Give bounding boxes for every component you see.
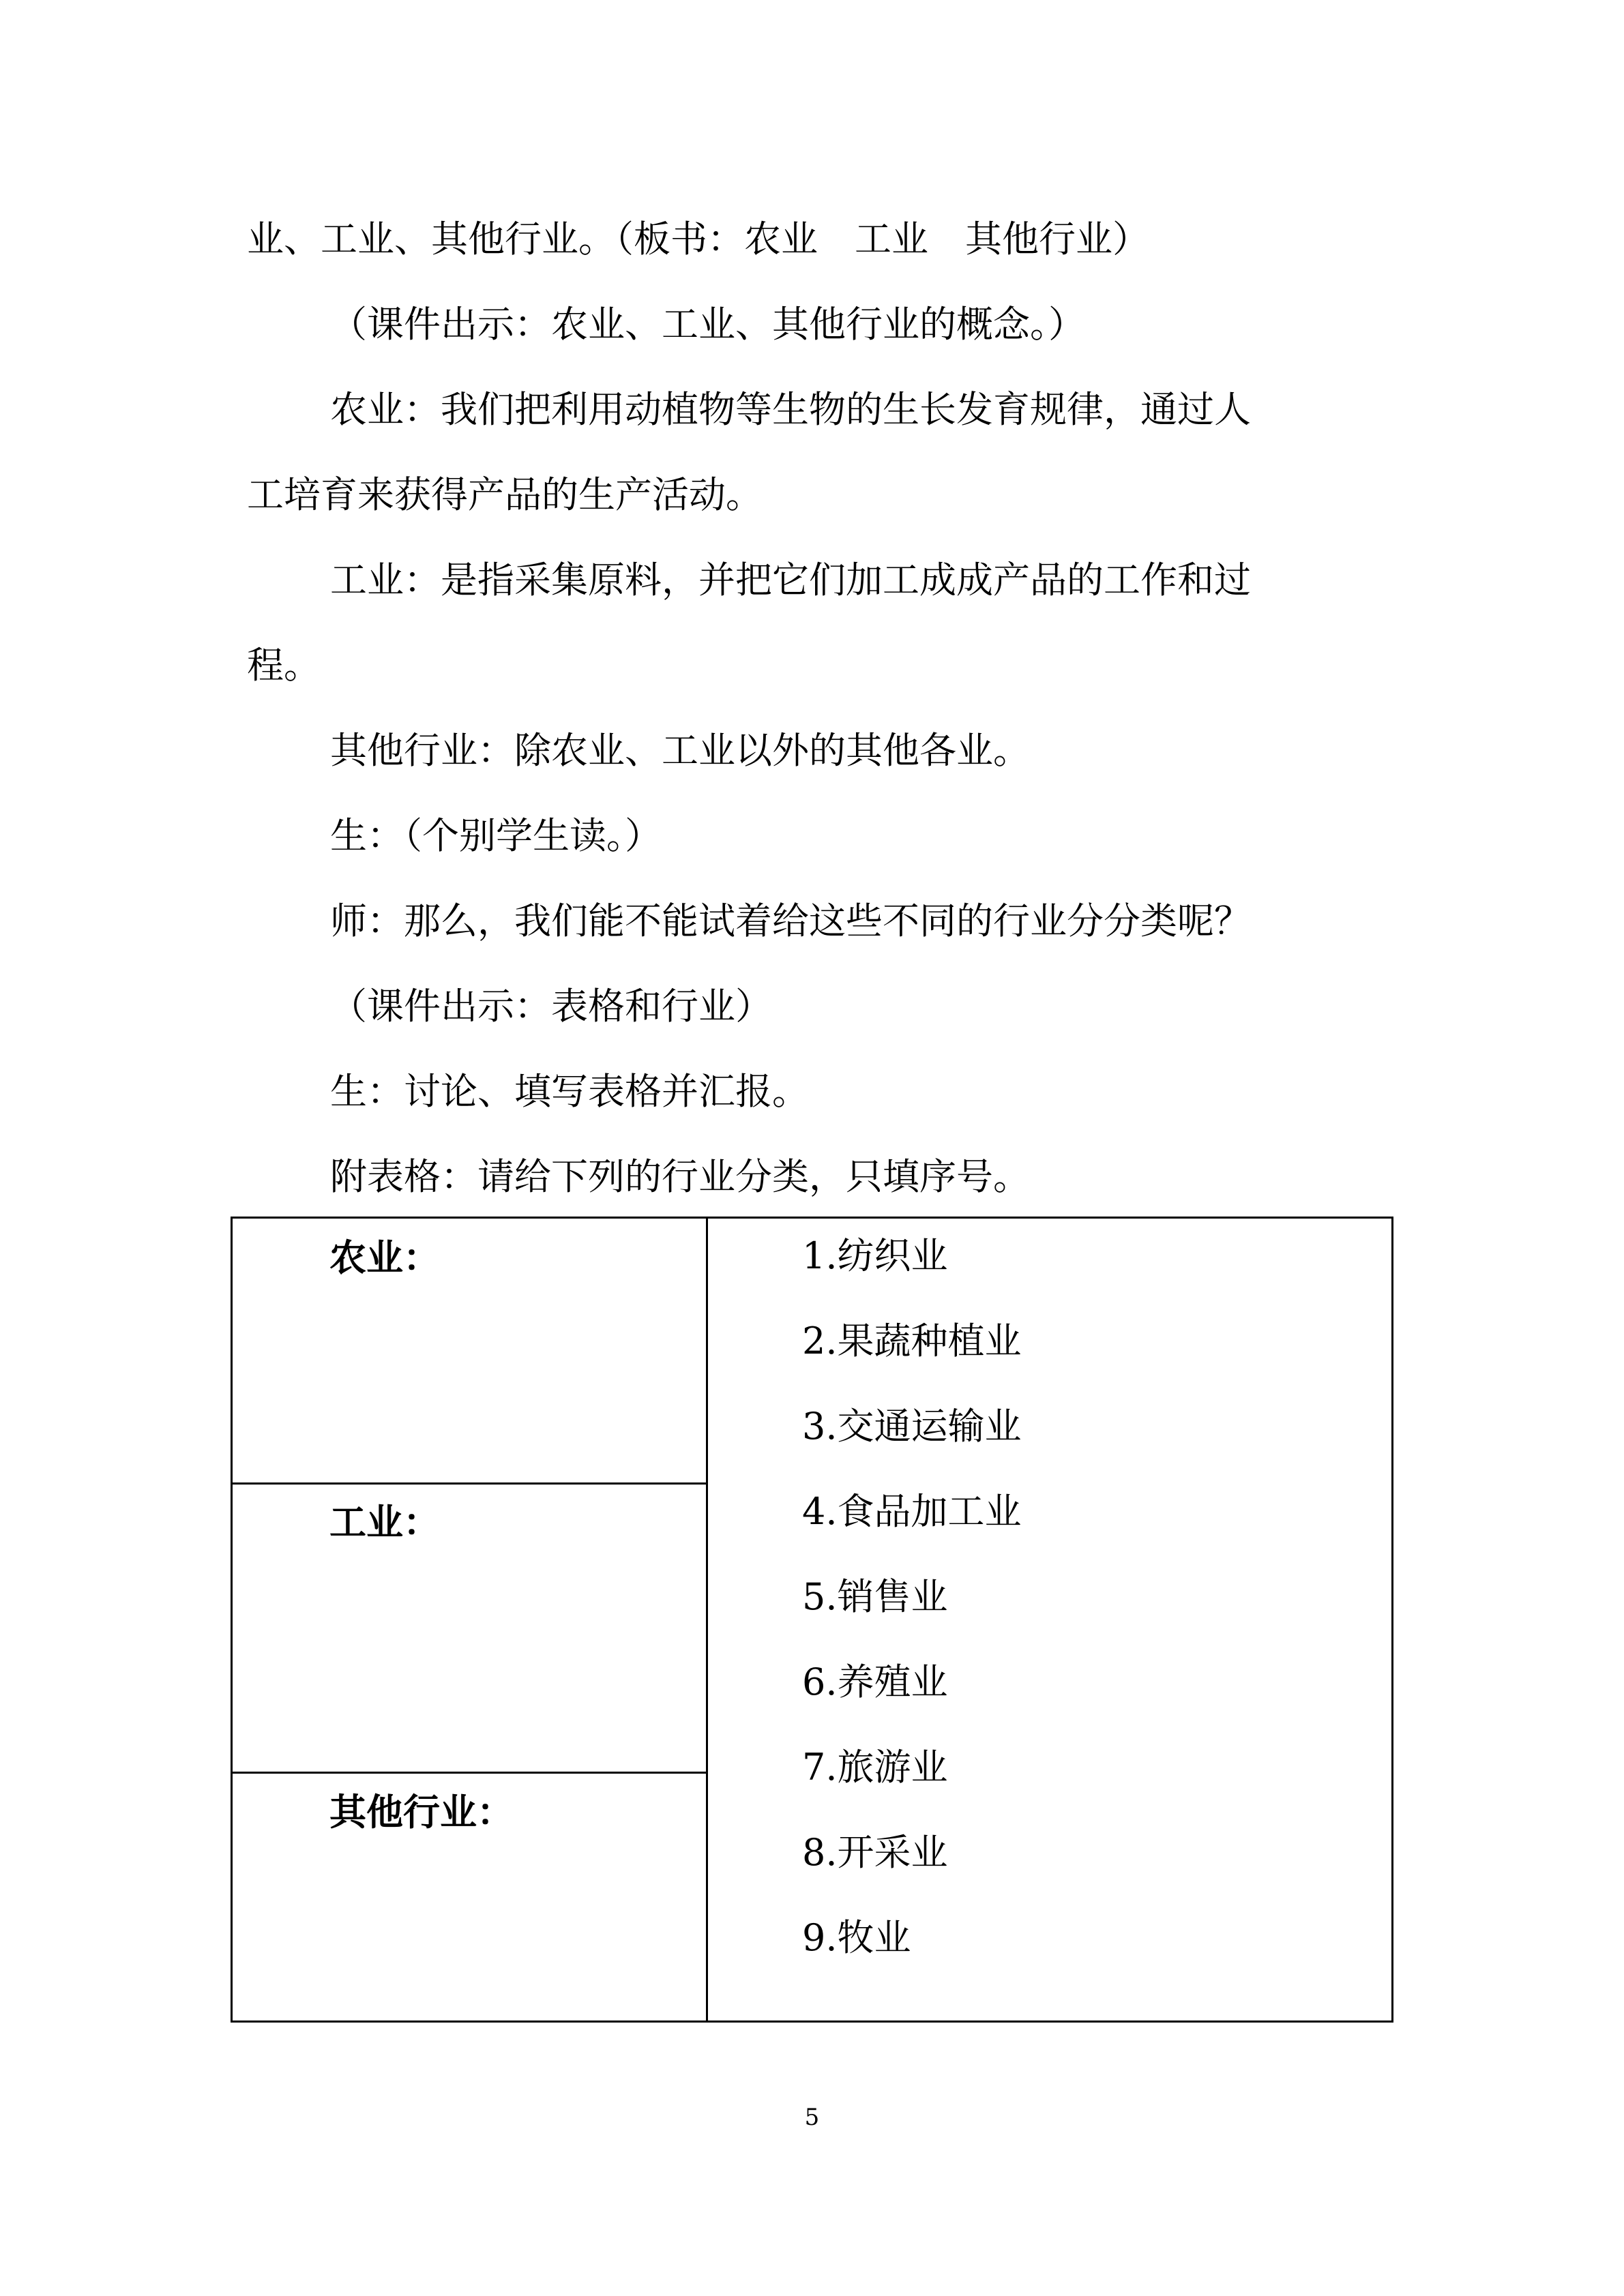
paragraph-line: （课件出示：表格和行业） (330, 985, 772, 1028)
industry-option: 1.纺织业 (802, 1234, 948, 1277)
classification-table (231, 1217, 1393, 2023)
category-other-label: 其他行业： (329, 1790, 514, 1834)
table-row-divider (233, 1482, 708, 1485)
industry-option: 2.果蔬种植业 (802, 1320, 1022, 1362)
industry-option: 4.食品加工业 (802, 1490, 1022, 1533)
category-industry-label: 工业： (329, 1500, 440, 1544)
industry-option: 9.牧业 (802, 1916, 911, 1959)
table-row-divider (233, 1772, 708, 1774)
paragraph-line: 附表格：请给下列的行业分类，只填序号。 (330, 1155, 1030, 1198)
paragraph-line: （课件出示：农业、工业、其他行业的概念。） (330, 303, 1085, 346)
paragraph-line: 工业：是指采集原料，并把它们加工成成产品的工作和过 (330, 558, 1251, 601)
paragraph-line: 生：讨论、填写表格并汇报。 (330, 1070, 809, 1113)
paragraph-line: 业、工业、其他行业。（板书：农业 工业 其他行业） (247, 218, 1149, 260)
industry-option: 8.开采业 (802, 1831, 948, 1874)
paragraph-line: 农业：我们把利用动植物等生物的生长发育规律，通过人 (330, 388, 1251, 431)
industry-option: 6.养殖业 (802, 1660, 948, 1703)
category-agriculture-label: 农业： (329, 1236, 440, 1279)
paragraph-line: 师：那么，我们能不能试着给这些不同的行业分分类呢？ (330, 899, 1251, 942)
page-number: 5 (804, 2104, 820, 2131)
paragraph-line: 工培育来获得产品的生产活动。 (247, 473, 763, 516)
industry-option: 5.销售业 (802, 1575, 948, 1618)
paragraph-line: 生：（个别学生读。） (330, 814, 662, 857)
industry-option: 3.交通运输业 (802, 1405, 1022, 1448)
industry-option: 7.旅游业 (802, 1746, 948, 1789)
industry-options-list (802, 1232, 1022, 1999)
paragraph-line: 程。 (247, 644, 321, 687)
table-column-divider (706, 1219, 708, 2021)
paragraph-line: 其他行业：除农业、工业以外的其他各业。 (330, 729, 1030, 772)
